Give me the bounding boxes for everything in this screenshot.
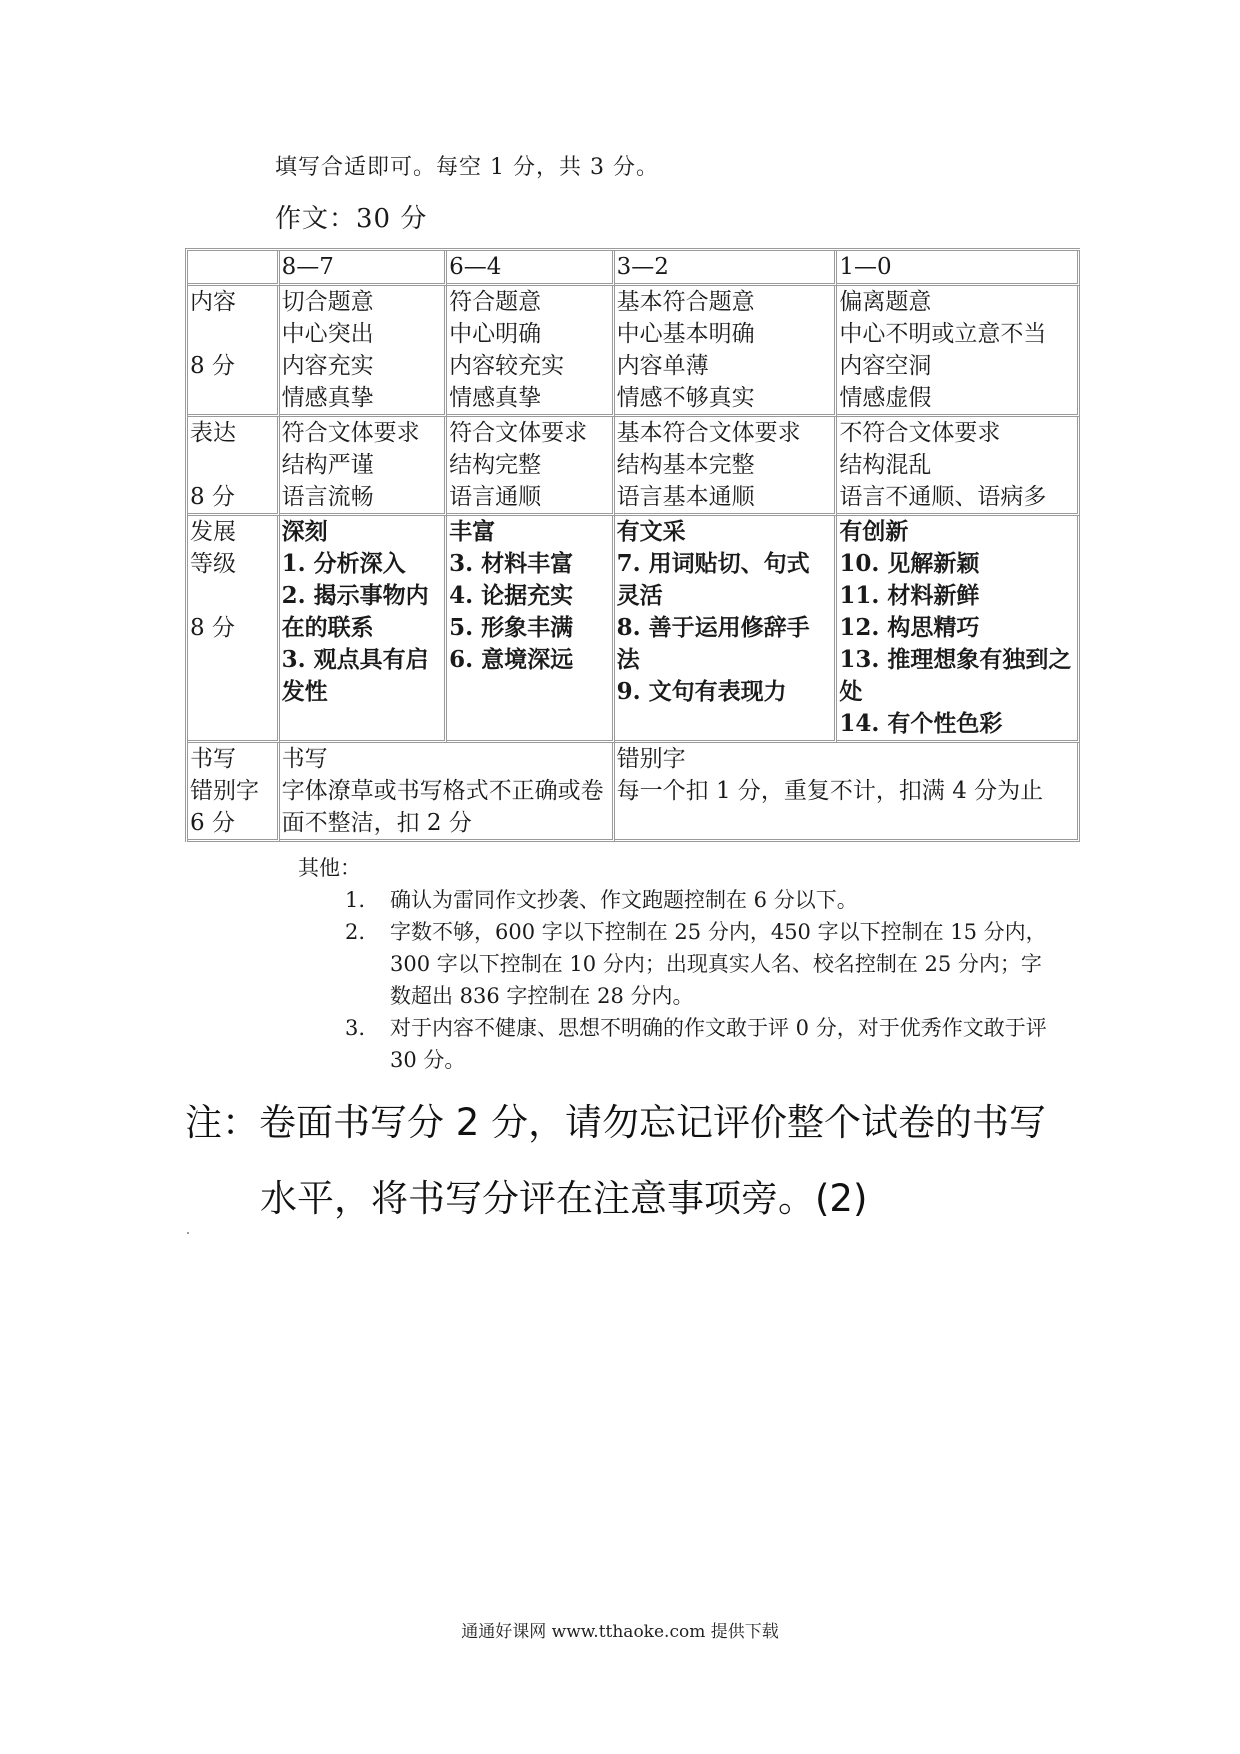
header-cell-3-2: 3—2 xyxy=(615,251,838,286)
development-cell-rich: 丰富 3. 材料丰富 4. 论据充实 5. 形象丰满 6. 意境深远 xyxy=(447,516,615,743)
content-row xyxy=(188,286,1080,417)
footer-text: 通通好课网 www.tthaoke.com 提供下载 xyxy=(461,1622,779,1642)
expression-row-label: 表达 8 分 xyxy=(188,417,280,516)
writing-row xyxy=(188,743,1080,842)
header-cell-8-7: 8—7 xyxy=(280,251,448,286)
header-cell-1-0: 1—0 xyxy=(837,251,1080,286)
scoring-table xyxy=(185,248,1080,842)
writing-row-label: 书写 错别字 6 分 xyxy=(188,743,280,842)
header-cell-empty xyxy=(188,251,280,286)
development-row xyxy=(188,516,1080,743)
typo-cell: 错别字 每一个扣 1 分，重复不计，扣满 4 分为止 xyxy=(615,743,1080,842)
expression-row xyxy=(188,417,1080,516)
list-item: 2. 字数不够，600 字以下控制在 25 分内，450 字以下控制在 15 分内，300 字以下控制在 10 分内；出现真实人名、校名控制在 25 分内；字数超出 836 字控制在 28 分内。 xyxy=(345,920,1047,1008)
note-line-2: 水平，将书写分评在注意事项旁。(2) xyxy=(260,1177,868,1220)
expression-cell-1-0: 不符合文体要求 结构混乱 语言不通顺、语病多 xyxy=(837,417,1080,516)
handwriting-cell: 书写 字体潦草或书写格式不正确或卷面不整洁，扣 2 分 xyxy=(280,743,615,842)
expression-cell-8-7: 符合文体要求 结构严谨 语言流畅 xyxy=(280,417,448,516)
development-cell-deep: 深刻 1. 分析深入 2. 揭示事物内在的联系 3. 观点具有启发性 xyxy=(280,516,448,743)
stray-mark xyxy=(187,1232,189,1234)
development-row-label: 发展 等级 8 分 xyxy=(188,516,280,743)
table-header-row xyxy=(188,251,1080,286)
note-line-1: 注：卷面书写分 2 分，请勿忘记评价整个试卷的书写 xyxy=(185,1101,1047,1144)
content-cell-3-2: 基本符合题意 中心基本明确 内容单薄 情感不够真实 xyxy=(615,286,838,417)
content-row-label: 内容 8 分 xyxy=(188,286,280,417)
development-cell-innovative: 有创新 10. 见解新颖 11. 材料新鲜 12. 构思精巧 13. 推理想象有独到之处 14. 有个性色彩 xyxy=(837,516,1080,743)
header-cell-6-4: 6—4 xyxy=(447,251,615,286)
essay-score-title: 作文：30 分 xyxy=(275,204,428,234)
note-block xyxy=(185,1085,1065,1237)
content-cell-8-7: 切合题意 中心突出 内容充实 情感真挚 xyxy=(280,286,448,417)
intro-line-1: 填写合适即可。每空 1 分，共 3 分。 xyxy=(275,155,659,180)
content-cell-6-4: 符合题意 中心明确 内容较充实 情感真挚 xyxy=(447,286,615,417)
list-item: 1. 确认为雷同作文抄袭、作文跑题控制在 6 分以下。 xyxy=(345,888,858,912)
expression-cell-3-2: 基本符合文体要求 结构基本完整 语言基本通顺 xyxy=(615,417,838,516)
content-cell-1-0: 偏离题意 中心不明或立意不当 内容空洞 情感虚假 xyxy=(837,286,1080,417)
development-cell-literary: 有文采 7. 用词贴切、句式灵活 8. 善于运用修辞手法 9. 文句有表现力 xyxy=(615,516,838,743)
other-label: 其他： xyxy=(298,856,361,880)
list-item: 3. 对于内容不健康、思想不明确的作文敢于评 0 分，对于优秀作文敢于评 30 分。 xyxy=(345,1016,1047,1072)
expression-cell-6-4: 符合文体要求 结构完整 语言通顺 xyxy=(447,417,615,516)
other-rules-list xyxy=(345,884,1060,1076)
